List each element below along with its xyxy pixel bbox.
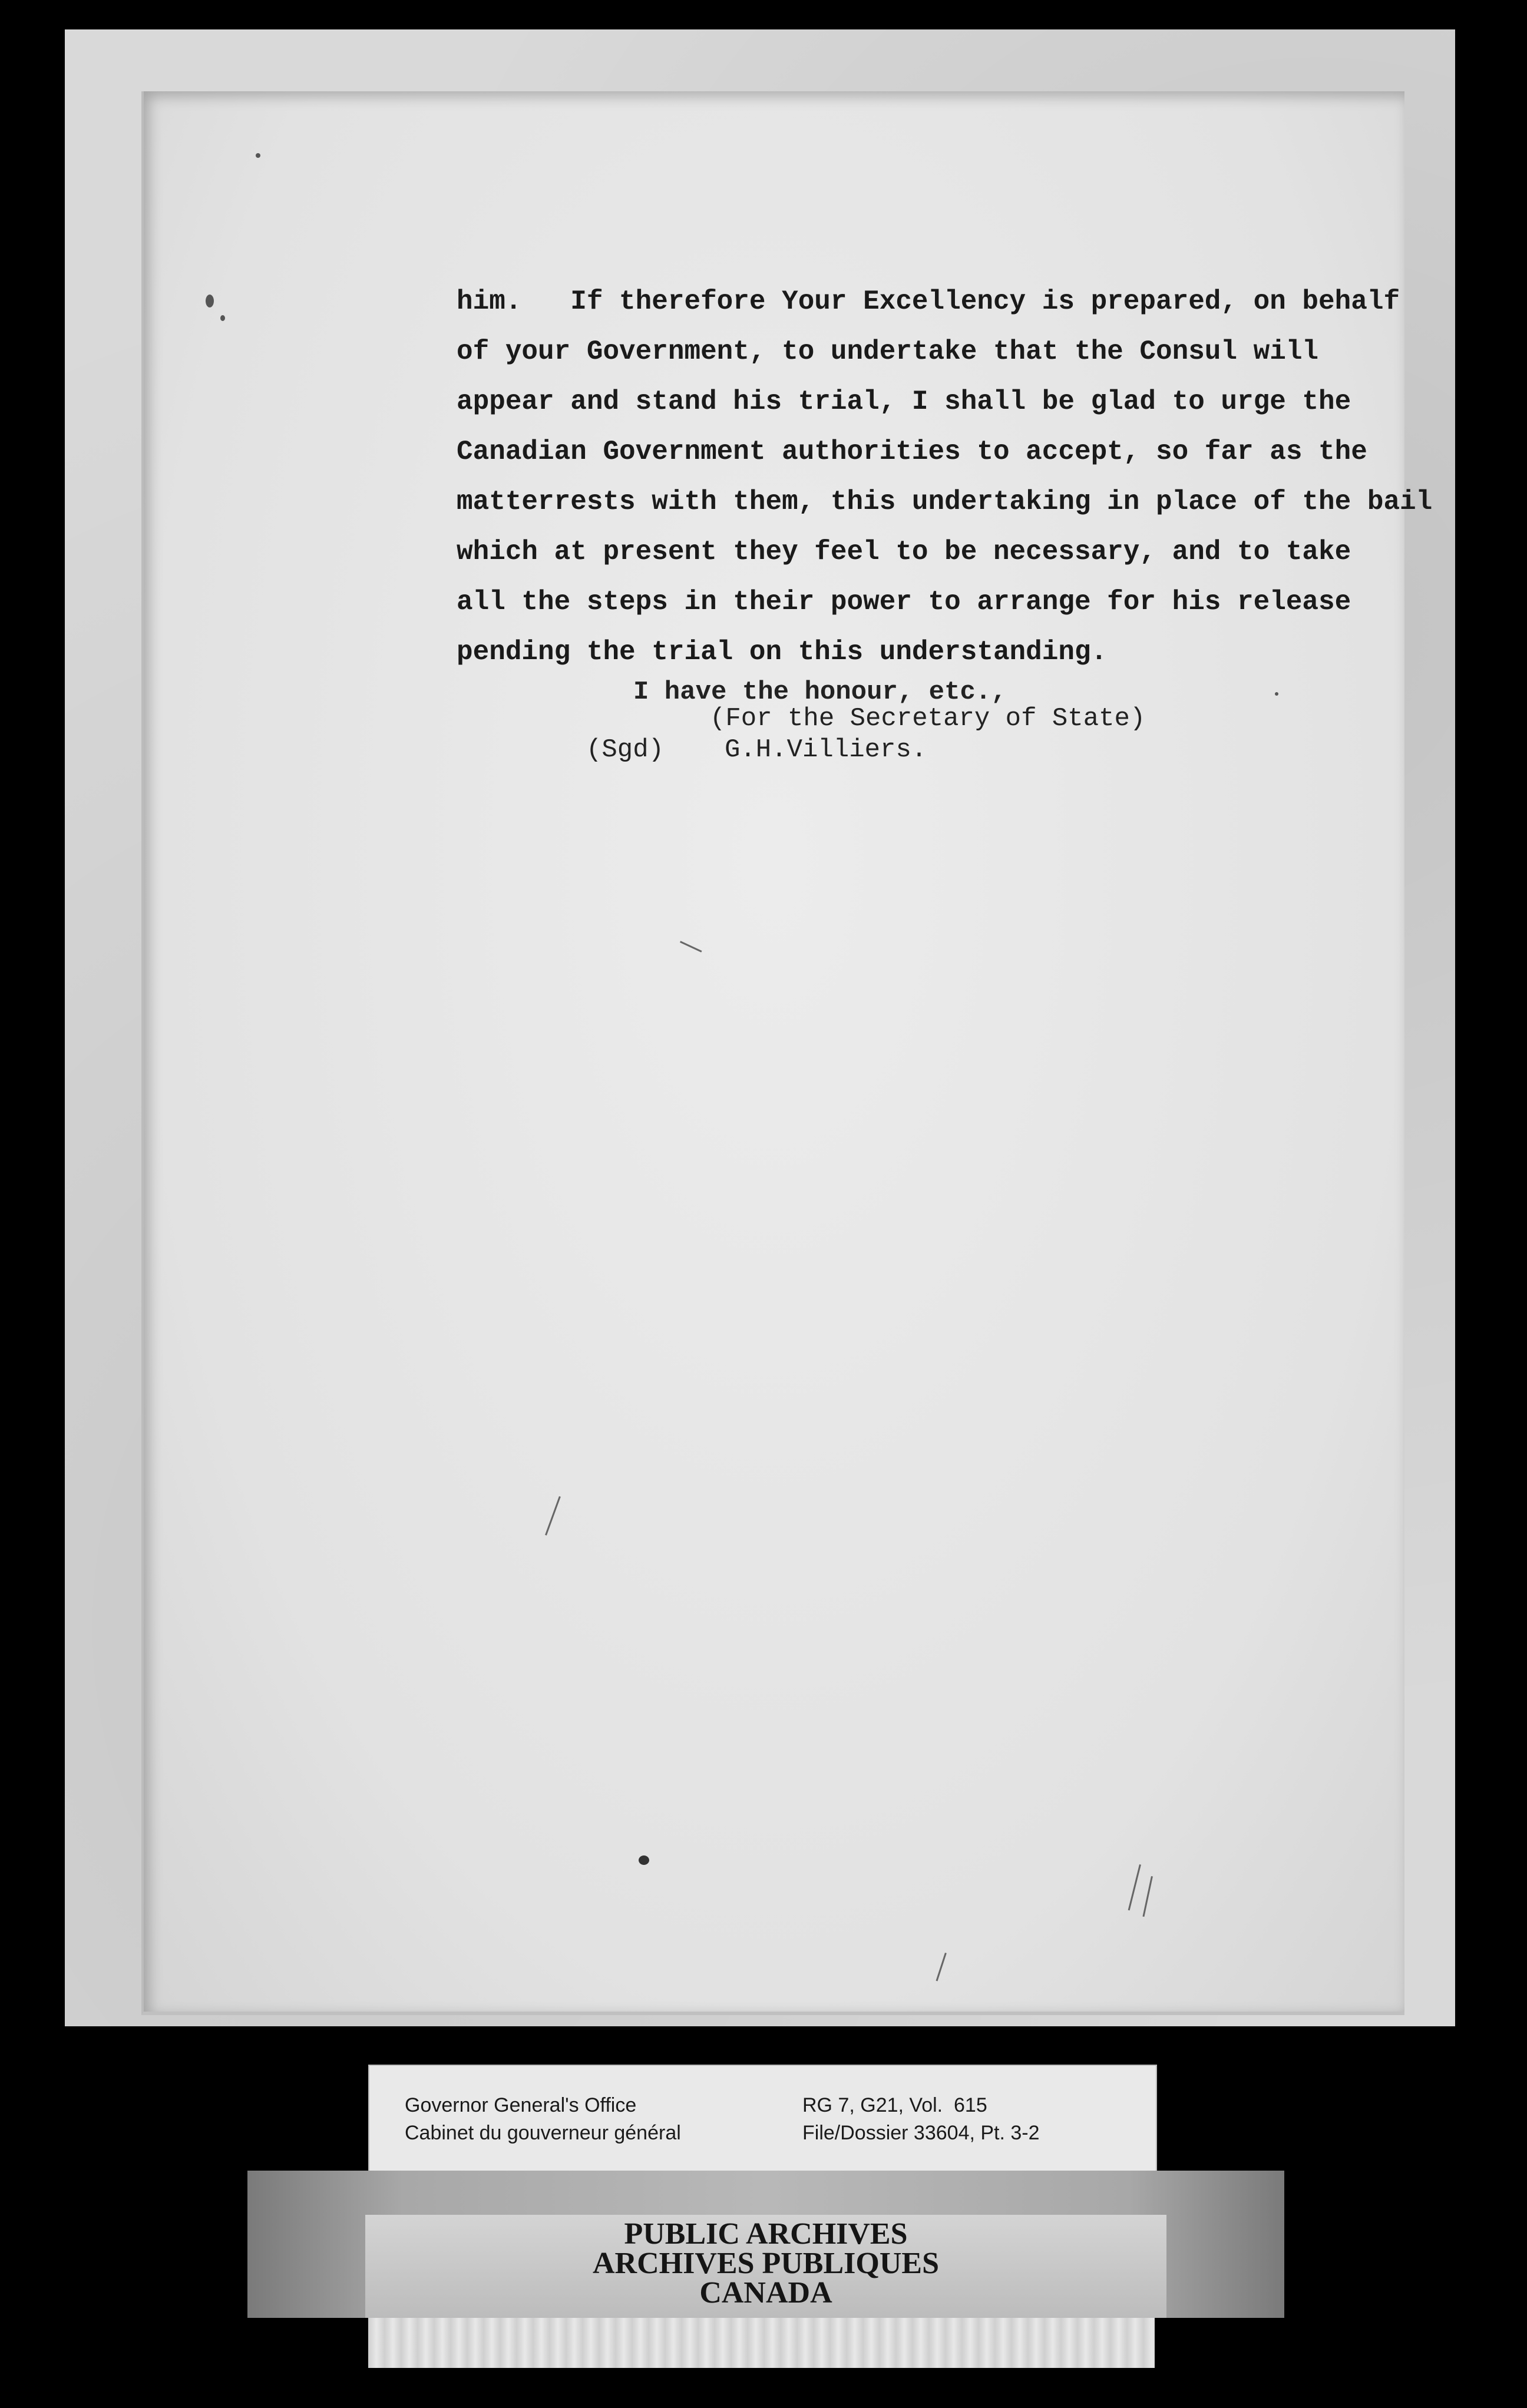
archive-reference-label (368, 2065, 1157, 2173)
signed-marker: (Sgd) (586, 735, 665, 765)
page-scratch (936, 1953, 947, 1981)
page-scratch (1142, 1876, 1152, 1917)
stamp-line-canada: CANADA (699, 2276, 832, 2310)
page-speck (256, 153, 260, 158)
letter-line: him. If therefore Your Excellency is prepared, on behalf (457, 286, 1400, 317)
stamp-line-archives-publiques: ARCHIVES PUBLIQUES (592, 2247, 940, 2280)
letter-line: of your Government, to undertake that the Consul will (457, 336, 1319, 367)
office-name-fr: Cabinet du gouverneur général (405, 2122, 681, 2144)
letter-line: pending the trial on this understanding. (457, 637, 1108, 667)
archive-stamp (365, 2215, 1166, 2318)
letter-line: Canadian Government authorities to accept, so far as the (457, 436, 1367, 467)
signature-capacity: (For the Secretary of State) (710, 704, 1146, 733)
page-speck (639, 1855, 649, 1865)
office-name-en: Governor General's Office (405, 2094, 637, 2116)
letter-line: matterrests with them, this undertaking in place of the bail (457, 487, 1433, 517)
page-scratch (680, 941, 702, 952)
letter-line: appear and stand his trial, I shall be glad to urge the (457, 386, 1351, 417)
page-speck (1275, 692, 1278, 696)
archive-bottom-strip (368, 2318, 1155, 2368)
letter-closing: I have the honour, etc., (633, 677, 1007, 707)
page-speck (206, 295, 214, 307)
letter-line: which at present they feel to be necessary, and to take (457, 537, 1351, 567)
page-scratch (545, 1496, 561, 1536)
letter-line: all the steps in their power to arrange for his release (457, 587, 1351, 617)
letter-body (457, 277, 1433, 677)
signatory-name: G.H.Villiers. (725, 735, 927, 765)
file-reference: File/Dossier 33604, Pt. 3-2 (802, 2122, 1040, 2144)
page-speck (220, 315, 225, 321)
record-group-reference: RG 7, G21, Vol. 615 (802, 2094, 987, 2116)
archive-stamp-band (247, 2171, 1284, 2318)
page-scratch (1128, 1864, 1141, 1910)
archive-stamp-text (365, 2217, 1166, 2310)
stamp-line-public-archives: PUBLIC ARCHIVES (624, 2217, 908, 2251)
